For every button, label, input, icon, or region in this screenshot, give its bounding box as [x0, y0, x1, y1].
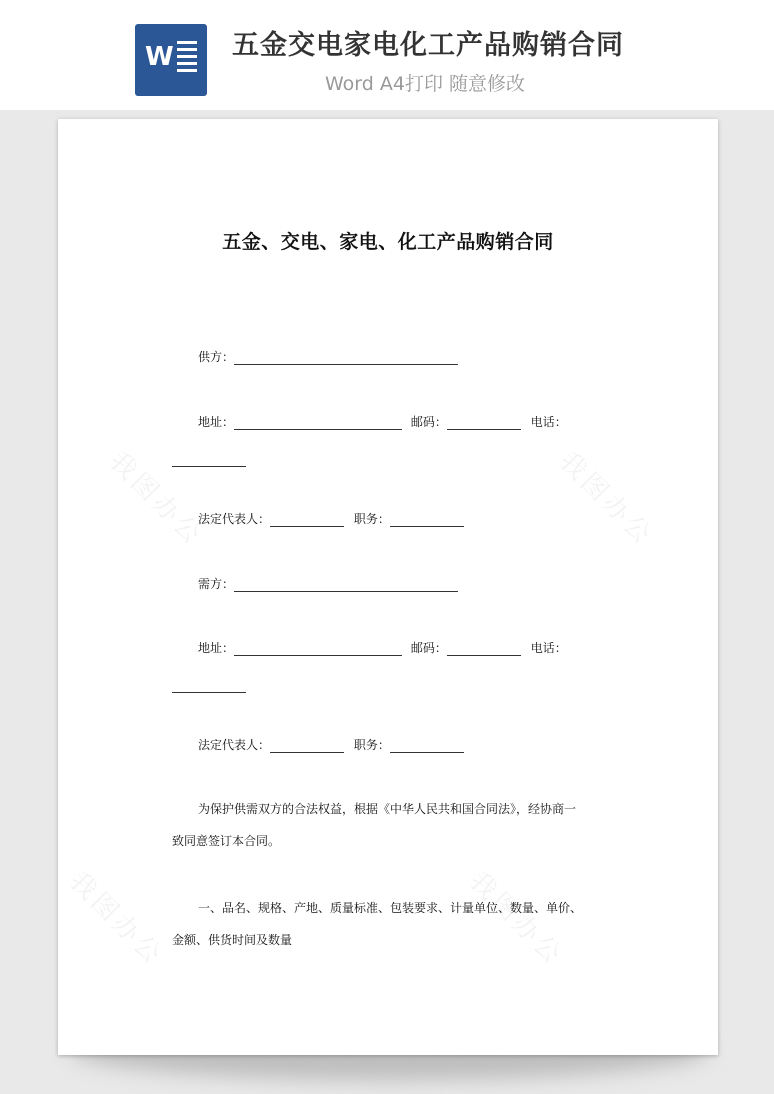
buyer-phone-line [172, 677, 246, 693]
postcode-blank[interactable] [447, 417, 521, 430]
watermark: 我图办公 [63, 866, 170, 973]
clause-1-line1: 一、品名、规格、产地、质量标准、包装要求、计量单位、数量、单价、 [198, 901, 583, 915]
supplier-label: 供方： [198, 350, 235, 364]
buyer-line [198, 576, 458, 592]
watermark: 我图办公 [103, 446, 210, 553]
document-page [58, 119, 718, 1055]
postcode-label: 邮码： [410, 415, 447, 429]
phone-blank[interactable] [172, 680, 246, 693]
supplier-phone-line [172, 451, 246, 467]
intro-paragraph-line1: 为保护供需双方的合法权益，根据《中华人民共和国合同法》，经协商一 [198, 802, 577, 816]
postcode-label: 邮码： [410, 641, 447, 655]
position-blank[interactable] [390, 514, 464, 527]
document-title: 五金、交电、家电、化工产品购销合同 [222, 231, 554, 253]
legal-rep-blank[interactable] [270, 514, 344, 527]
buyer-label: 需方： [198, 577, 235, 591]
clause-1-line2: 金额、供货时间及数量 [172, 933, 293, 947]
buyer-address-line [198, 640, 567, 656]
postcode-blank[interactable] [447, 643, 521, 656]
buyer-rep-line [198, 737, 464, 753]
legal-rep-blank[interactable] [270, 740, 344, 753]
buyer-blank[interactable] [234, 579, 458, 592]
legal-rep-label: 法定代表人： [198, 738, 271, 752]
phone-blank[interactable] [172, 454, 246, 467]
supplier-address-line [198, 414, 567, 430]
supplier-line [198, 349, 458, 365]
legal-rep-label: 法定代表人： [198, 512, 271, 526]
header-banner [0, 0, 774, 110]
intro-paragraph-line2: 致同意签订本合同。 [172, 834, 281, 848]
word-icon [135, 24, 207, 96]
phone-label: 电话： [530, 415, 567, 429]
address-blank[interactable] [234, 417, 402, 430]
position-label: 职务： [353, 512, 390, 526]
address-blank[interactable] [234, 643, 402, 656]
watermark: 我图办公 [463, 866, 570, 973]
page-subtitle: Word A4打印 随意修改 [325, 73, 526, 95]
position-label: 职务： [353, 738, 390, 752]
position-blank[interactable] [390, 740, 464, 753]
word-logo-letter: W [145, 42, 174, 72]
address-label: 地址： [198, 641, 235, 655]
watermark: 我图办公 [553, 446, 660, 553]
page-title: 五金交电家电化工产品购销合同 [232, 30, 624, 61]
word-logo-lines [177, 41, 197, 76]
supplier-rep-line [198, 511, 464, 527]
supplier-blank[interactable] [234, 352, 458, 365]
phone-label: 电话： [530, 641, 567, 655]
address-label: 地址： [198, 415, 235, 429]
